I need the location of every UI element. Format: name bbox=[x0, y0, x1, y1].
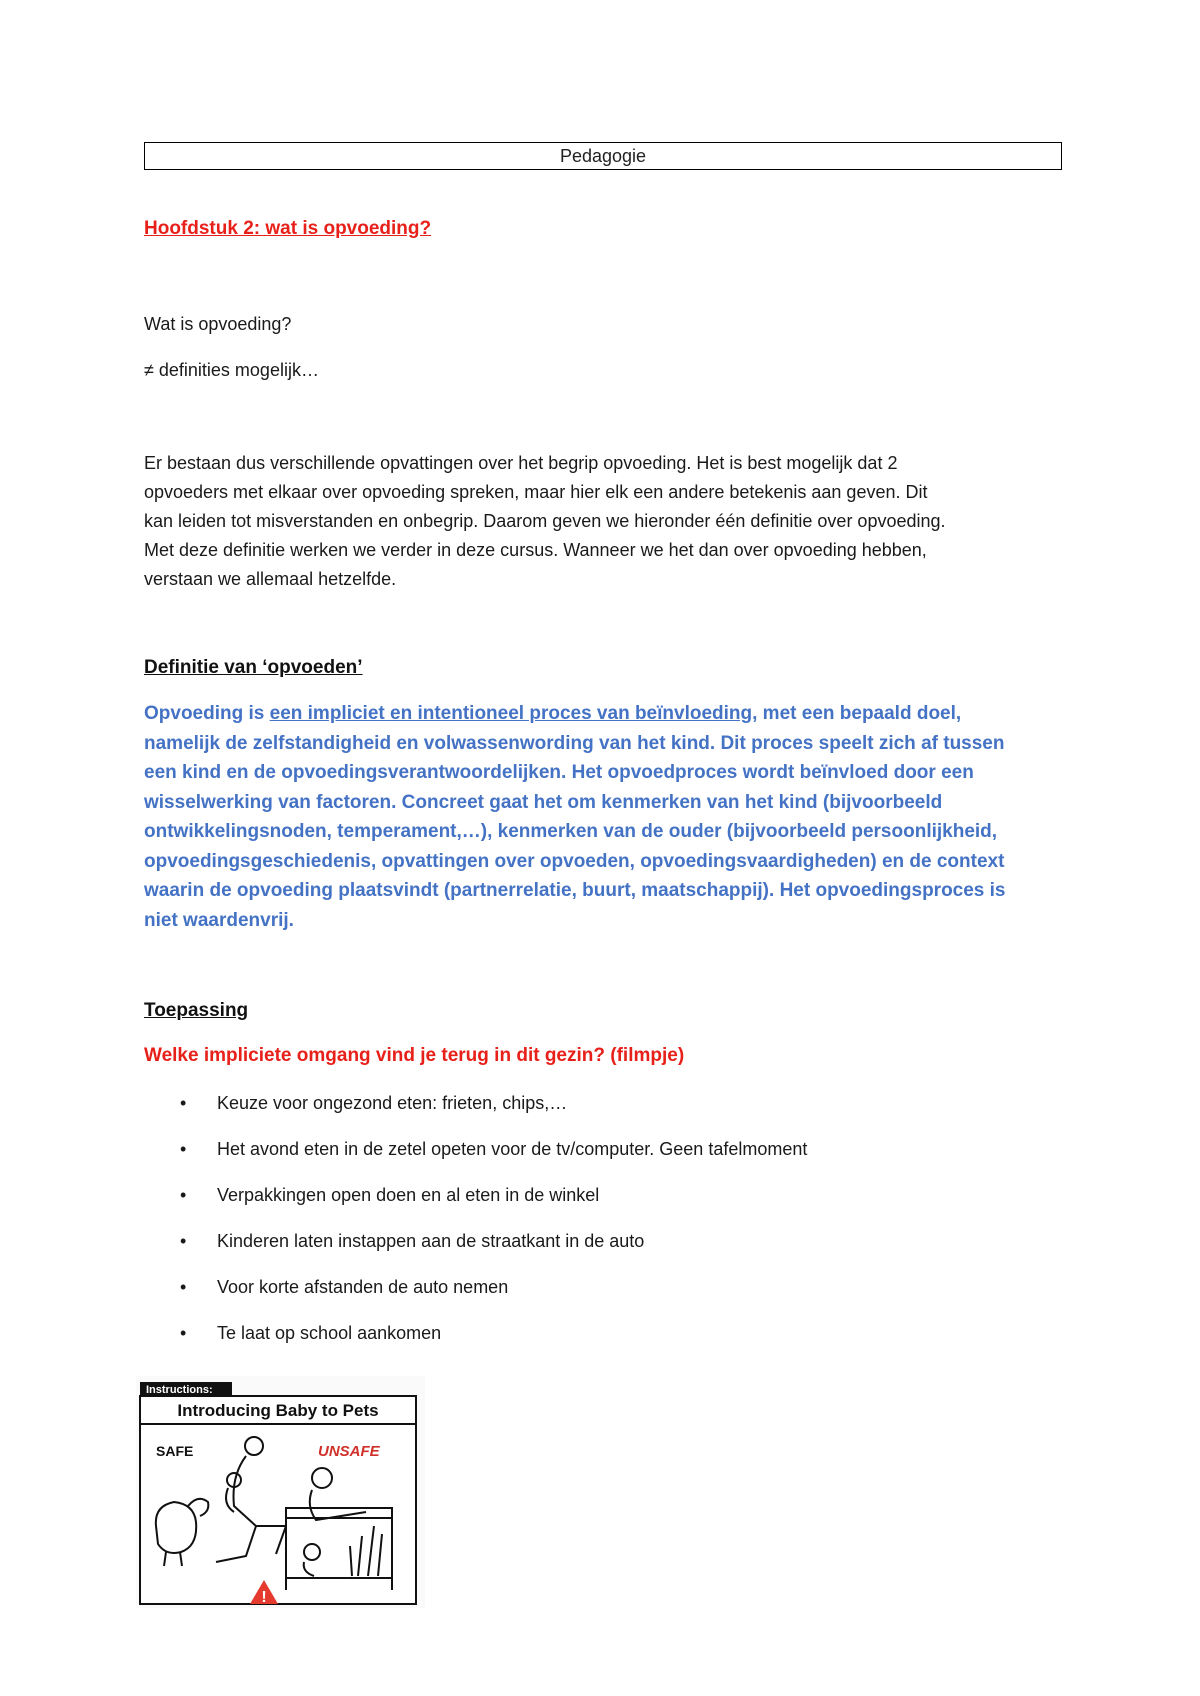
baby-pets-illustration bbox=[136, 1376, 425, 1608]
list-item: • Verpakkingen open doen en al eten in de winkel bbox=[180, 1185, 600, 1205]
definition-lead: Opvoeding is bbox=[144, 703, 270, 724]
bullet-icon: • bbox=[180, 1323, 187, 1343]
definition-line: opvoedingsgeschiedenis, opvattingen over opvoeden, opvoedingsvaardigheden) en de context bbox=[144, 850, 1005, 872]
application-list bbox=[180, 1092, 807, 1368]
list-item: • Voor korte afstanden de auto nemen bbox=[180, 1277, 509, 1297]
bullet-icon: • bbox=[180, 1277, 187, 1297]
intro-paragraph bbox=[144, 449, 1074, 594]
unsafe-label: UNSAFE bbox=[318, 1443, 380, 1460]
illustration-title: Introducing Baby to Pets bbox=[177, 1401, 379, 1420]
bullet-icon: • bbox=[180, 1093, 187, 1113]
definition-line: een kind en de opvoedingsverantwoordelijken. Het opvoedproces wordt beïnvloed door een bbox=[144, 762, 974, 783]
application-heading: Toepassing bbox=[144, 1000, 249, 1021]
definition-text bbox=[144, 699, 1074, 935]
intro-note: ≠ definities mogelijk… bbox=[144, 360, 319, 380]
definition-line: niet waardenvrij. bbox=[144, 909, 294, 931]
application-question: Welke impliciete omgang vind je terug in dit gezin? (filmpje) bbox=[144, 1045, 685, 1066]
warning-symbol: ! bbox=[261, 1589, 267, 1606]
chapter-title: Hoofdstuk 2: wat is opvoeding? bbox=[144, 218, 432, 239]
bullet-icon: • bbox=[180, 1231, 187, 1251]
definition-line: ontwikkelingsnoden, temperament,…), kenmerken van de ouder (bijvoorbeeld persoonlijkheid, bbox=[144, 821, 998, 842]
instructions-tag-text: Instructions: bbox=[146, 1384, 213, 1396]
paragraph-line: Met deze definitie werken we verder in deze cursus. Wanneer we het dan over opvoeding hebben, bbox=[144, 540, 927, 560]
definition-line: waarin de opvoeding plaatsvindt (partnerrelatie, buurt, maatschappij). Het opvoedingsproces is bbox=[144, 880, 1006, 901]
definition-underlined: een impliciet en intentioneel proces van beïnvloeding bbox=[269, 703, 753, 724]
intro-question: Wat is opvoeding? bbox=[144, 314, 292, 334]
list-item: • Keuze voor ongezond eten: frieten, chips,… bbox=[180, 1093, 568, 1113]
paragraph-line: verstaan we allemaal hetzelfde. bbox=[144, 569, 397, 589]
definition-line: wisselwerking van factoren. Concreet gaat het om kenmerken van het kind (bijvoorbeeld bbox=[144, 791, 943, 813]
paragraph-line: kan leiden tot misverstanden en onbegrip. Daarom geven we hieronder één definitie over opvoeding. bbox=[144, 511, 946, 531]
bullet-icon: • bbox=[180, 1185, 187, 1205]
safe-label: SAFE bbox=[156, 1443, 194, 1459]
definition-heading: Definitie van ‘opvoeden’ bbox=[144, 657, 363, 678]
list-item: • Kinderen laten instappen aan de straatkant in de auto bbox=[180, 1231, 645, 1251]
paragraph-line: Er bestaan dus verschillende opvattingen over het begrip opvoeding. Het is best mogelijk dat 2 bbox=[144, 453, 898, 473]
list-item: • Te laat op school aankomen bbox=[180, 1323, 442, 1343]
definition-line1-rest: , met een bepaald doel, bbox=[752, 703, 962, 724]
bullet-icon: • bbox=[180, 1139, 187, 1159]
definition-line bbox=[144, 699, 1074, 729]
page-header-box bbox=[144, 142, 1062, 170]
definition-line: namelijk de zelfstandigheid en volwassenwording van het kind. Dit proces speelt zich af tussen bbox=[144, 732, 1005, 754]
header-title: Pedagogie bbox=[559, 145, 647, 166]
list-item: • Het avond eten in de zetel opeten voor de tv/computer. Geen tafelmoment bbox=[180, 1139, 808, 1159]
paragraph-line: opvoeders met elkaar over opvoeding spreken, maar hier elk een andere betekenis aan geven. Dit bbox=[144, 482, 928, 502]
